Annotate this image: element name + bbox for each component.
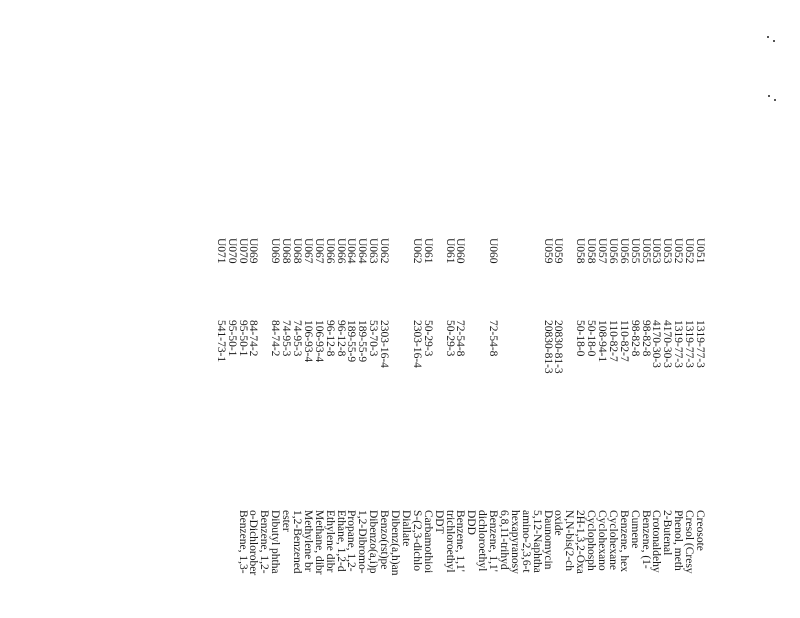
chemical-name: S-(2,3-dichlo — [410, 510, 423, 572]
waste-code — [531, 238, 542, 264]
waste-code: U067 — [312, 238, 325, 264]
waste-code: U059 — [541, 238, 554, 264]
cas-number — [509, 320, 520, 374]
chemical-name: 2H-1,3,2-Oxa — [574, 510, 587, 574]
waste-code: U051 — [694, 238, 706, 264]
scan-speck — [773, 40, 775, 42]
cas-number — [389, 320, 400, 374]
cas-number: 50-29-3 — [421, 320, 434, 357]
chemical-name: Crotonaldehy — [650, 510, 663, 573]
waste-code: U070 — [236, 238, 249, 264]
waste-code — [520, 238, 531, 264]
cas-number: 53-70-3 — [367, 320, 380, 357]
chemical-name: Dibenz(a,h)an — [389, 510, 402, 576]
cas-number — [465, 320, 476, 374]
waste-code-column — [215, 238, 705, 264]
chemical-name: Methylene br — [301, 510, 314, 572]
cas-number: 50-18-0 — [585, 320, 598, 357]
cas-number: 4170-30-3 — [661, 320, 674, 368]
waste-code — [389, 238, 400, 264]
cas-number: 2303-16-4 — [378, 320, 391, 368]
cas-number: 74-95-3 — [280, 320, 293, 357]
cas-number: 50-18-0 — [574, 320, 587, 357]
chemical-name: Creosote — [694, 510, 706, 551]
cas-number: 20830-81-3 — [552, 320, 565, 374]
chemical-name: Ethane, 1,2-d — [334, 510, 347, 572]
chemical-name: Benzene, (1- — [639, 510, 652, 569]
cas-number: 541-73-1 — [214, 320, 227, 363]
chemical-name: 6,8,11-trihyd — [497, 510, 510, 570]
waste-code: U056 — [606, 238, 619, 264]
cas-number: 20830-81-3 — [541, 320, 554, 374]
cas-number — [563, 320, 574, 374]
chemical-name: DDT — [432, 510, 445, 534]
cas-number: 72-54-8 — [454, 320, 467, 357]
chemical-name: hexapyranosy — [508, 510, 521, 574]
cas-number — [258, 320, 269, 374]
scan-speck — [767, 36, 769, 38]
cas-number — [400, 320, 411, 374]
waste-code: U056 — [617, 238, 630, 264]
waste-code: U070 — [225, 238, 238, 264]
waste-code: U066 — [334, 238, 347, 264]
scan-speck — [768, 95, 770, 97]
chemical-name: o-Dichlorober — [247, 510, 260, 576]
chemical-name: Carbamothioi — [421, 510, 434, 574]
chemical-name: Diallate — [399, 510, 412, 547]
waste-code: U052 — [672, 238, 685, 264]
waste-code: U068 — [280, 238, 293, 264]
waste-code — [563, 238, 574, 264]
waste-code — [433, 238, 444, 264]
waste-code: U062 — [410, 238, 423, 264]
waste-code: U061 — [421, 238, 434, 264]
chemical-name: Daunomycin — [541, 510, 554, 570]
chemical-name: Benzene, 1,2- — [258, 510, 271, 574]
chemical-name-column — [237, 510, 705, 575]
chemical-name: 5,12-Naphtha — [530, 510, 543, 573]
cas-number: 1319-77-3 — [694, 320, 706, 368]
cas-number: 98-82-8 — [639, 320, 652, 357]
chemical-name: oxide — [552, 510, 565, 536]
waste-code: U053 — [650, 238, 663, 264]
waste-code — [498, 238, 509, 264]
waste-code: U060 — [454, 238, 467, 264]
chemical-name: Cyclophosph — [585, 510, 598, 571]
cas-number — [531, 320, 542, 374]
cas-number: 110-82-7 — [617, 320, 630, 362]
chemical-name: Benzene, 1,1' — [487, 510, 500, 572]
chemical-name: 1,2-Benzened — [291, 510, 304, 574]
chemical-name: Propane, 1,2- — [345, 510, 358, 572]
cas-number — [476, 320, 487, 374]
cas-number: 189-55-9 — [345, 320, 358, 363]
waste-code: U062 — [378, 238, 391, 264]
cas-number: 106-93-4 — [312, 320, 325, 363]
chemical-name: 1,2-Dibromo- — [356, 510, 369, 574]
cas-number: 50-29-3 — [443, 320, 456, 357]
waste-code — [400, 238, 411, 264]
cas-number: 98-82-8 — [628, 320, 641, 357]
cas-number: 189-55-9 — [356, 320, 369, 363]
chemical-name: Benzene, 1,1' — [454, 510, 467, 572]
chemical-name: Phenol, meth — [672, 510, 685, 571]
waste-code: U069 — [247, 238, 260, 264]
cas-number: 84-74-2 — [247, 320, 260, 357]
waste-code — [465, 238, 476, 264]
chemical-name: dichloroethyl — [476, 510, 489, 572]
cas-number — [520, 320, 531, 374]
waste-code: U069 — [269, 238, 282, 264]
cas-number: 96-12-8 — [334, 320, 347, 357]
chemical-name: Ethylene dibr — [323, 510, 336, 573]
chemical-name: ester — [280, 510, 293, 532]
cas-number — [433, 320, 444, 374]
cas-number: 84-74-2 — [269, 320, 282, 357]
waste-code — [476, 238, 487, 264]
waste-code: U055 — [628, 238, 641, 264]
waste-code: U058 — [585, 238, 598, 264]
chemical-name: N,N-bis(2-ch — [563, 510, 576, 571]
waste-code: U064 — [345, 238, 358, 264]
chemical-name: Dibenzo(a,i)p — [367, 510, 380, 574]
waste-code: U055 — [639, 238, 652, 264]
scan-speck — [774, 99, 776, 101]
waste-code — [509, 238, 520, 264]
waste-code: U059 — [552, 238, 565, 264]
waste-code: U064 — [356, 238, 369, 264]
cas-number: 106-93-4 — [301, 320, 314, 363]
chemical-name: Benzene, 1,3- — [236, 510, 249, 574]
waste-code: U058 — [574, 238, 587, 264]
cas-number: 4170-30-3 — [650, 320, 663, 368]
cas-number: 1319-77-3 — [683, 320, 696, 368]
chemical-name: trichloroethyl — [443, 510, 456, 573]
cas-number: 95-50-1 — [225, 320, 238, 357]
chemical-name: Benzene, hex — [617, 510, 630, 572]
chemical-name: Cyclohexane — [606, 510, 619, 571]
waste-code: U067 — [301, 238, 314, 264]
cas-number: 2303-16-4 — [410, 320, 423, 368]
chemical-name: amino-2,3,6-t — [519, 510, 532, 573]
chemical-name: Dibutyl phtha — [269, 510, 282, 574]
waste-code: U071 — [214, 238, 227, 264]
chemical-name: DDD — [465, 510, 478, 535]
chemical-name: Benzo(rst)pe — [378, 510, 391, 570]
chemical-name: Cumene — [628, 510, 641, 549]
cas-number: 108-94-1 — [595, 320, 608, 363]
cas-number: 74-95-3 — [291, 320, 304, 357]
waste-code — [258, 238, 269, 264]
cas-number: 95-50-1 — [236, 320, 249, 357]
waste-code: U060 — [487, 238, 500, 264]
waste-code: U066 — [323, 238, 336, 264]
waste-code: U053 — [661, 238, 674, 264]
waste-code: U057 — [595, 238, 608, 264]
cas-number-column — [215, 320, 705, 374]
cas-number: 96-12-8 — [323, 320, 336, 357]
waste-code: U068 — [291, 238, 304, 264]
chemical-name: Cyclohexano — [595, 510, 608, 571]
chemical-name: Cresol (Cresy — [683, 510, 696, 574]
chemical-name: 2-Butenal — [661, 510, 674, 556]
cas-number: 110-82-7 — [606, 320, 619, 362]
cas-number: 1319-77-3 — [672, 320, 685, 368]
chemical-name: Methane, dibr — [312, 510, 325, 575]
waste-code: U063 — [367, 238, 380, 264]
cas-number: 72-54-8 — [487, 320, 500, 357]
cas-number — [498, 320, 509, 374]
waste-code: U061 — [443, 238, 456, 264]
waste-code: U052 — [683, 238, 696, 264]
